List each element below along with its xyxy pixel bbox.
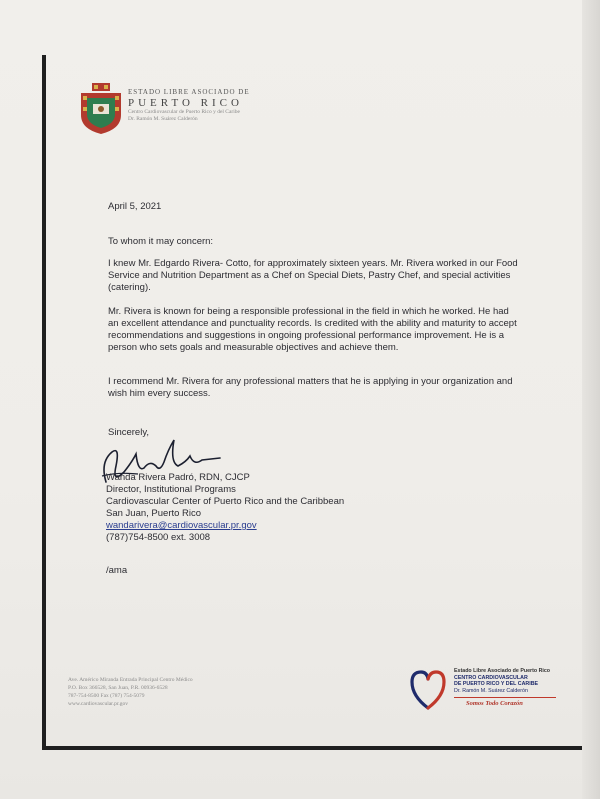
letter-paragraph-2: Mr. Rivera is known for being a responsible professional in the field in which he worked. He had an excellent attendance and punctuality records. Is credited with the ability and maturity to accept recommendations and suggestions in ongoing professional performance improvement. He is a person who sets goals and measurable objectives and achieve them. bbox=[108, 306, 517, 353]
footer-address-line: 787-754-8500 Fax (787) 754-5079 bbox=[68, 693, 145, 699]
page-edge-shadow bbox=[582, 0, 600, 799]
footer-address-line: P.O. Box 366528, San Juan, P.R. 00936-6528 bbox=[68, 685, 168, 691]
letter-paragraph-3: I recommend Mr. Rivera for any professional matters that he is applying in your organization and wish him every success. bbox=[108, 376, 513, 399]
signer-location: San Juan, Puerto Rico bbox=[106, 508, 202, 519]
letterhead-estado: ESTADO LIBRE ASOCIADO DE bbox=[128, 88, 250, 96]
letter-paragraph-1: I knew Mr. Edgardo Rivera- Cotto, for approximately sixteen years. Mr. Rivera worked in our Food Service and Nutrition Department as a Chef on Special Diets, Pastry Chef, and special activities (catering). bbox=[108, 258, 518, 293]
footer-centro: CENTRO CARDIOVASCULAR bbox=[454, 674, 528, 681]
footer-institution bbox=[454, 668, 584, 708]
coat-of-arms-icon bbox=[78, 83, 124, 135]
footer-centro-sub: DE PUERTO RICO Y DEL CARIBE bbox=[454, 681, 539, 688]
letter-closing: Sincerely, bbox=[108, 427, 150, 438]
footer-motto: Somos Todo Corazón bbox=[466, 700, 523, 708]
footer-address bbox=[68, 676, 268, 708]
bottom-border-rule bbox=[42, 746, 587, 750]
heart-logo-icon bbox=[408, 666, 448, 712]
footer-address-line: www.cardiovascular.pr.gov bbox=[68, 701, 128, 707]
letterhead bbox=[128, 88, 328, 123]
letterhead-center: Centro Cardiovascular de Puerto Rico y del Caribe bbox=[128, 109, 240, 115]
typist-initials: /ama bbox=[106, 565, 128, 576]
letter-salutation: To whom it may concern: bbox=[108, 236, 214, 247]
signer-organization: Cardiovascular Center of Puerto Rico and the Caribbean bbox=[106, 496, 345, 507]
footer-estado: Estado Libre Asociado de Puerto Rico bbox=[454, 668, 551, 674]
letterhead-doctor: Dr. Ramón M. Suárez Calderón bbox=[128, 116, 198, 122]
signature-block bbox=[106, 472, 446, 544]
signer-email-link[interactable]: wandarivera@cardiovascular.pr.gov bbox=[106, 520, 257, 531]
signer-phone: (787)754-8500 ext. 3008 bbox=[106, 532, 211, 543]
letter-date: April 5, 2021 bbox=[108, 201, 162, 212]
footer-address-line: Ave. Américo Miranda Entrada Principal Centro Médico bbox=[68, 677, 193, 683]
signer-title: Director, Institutional Programs bbox=[106, 484, 236, 495]
letterhead-puerto-rico: PUERTO RICO bbox=[128, 97, 243, 109]
signer-name: Wanda Rivera Padró, RDN, CJCP bbox=[106, 472, 250, 483]
footer-doctor: Dr. Ramón M. Suárez Calderón bbox=[454, 687, 528, 694]
footer-divider bbox=[454, 697, 556, 698]
left-border-rule bbox=[42, 55, 46, 750]
